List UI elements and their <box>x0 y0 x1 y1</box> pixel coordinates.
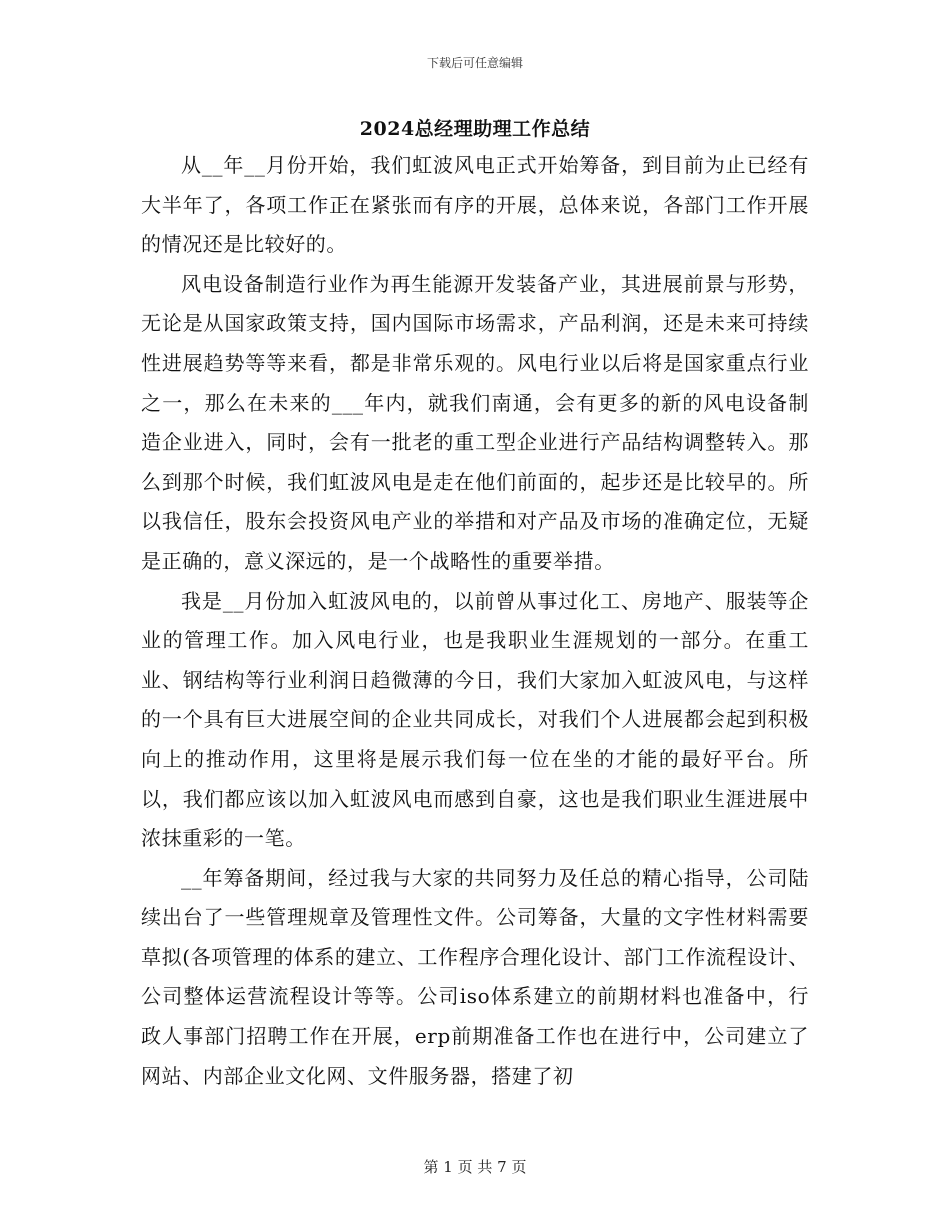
paragraph-4: __年筹备期间，经过我与大家的共同努力及任总的精心指导，公司陆续出台了一些管理规章及管理性文件。公司筹备，大量的文字性材料需要草拟(各项管理的体系的建立、工作程序合理化设计、部门工作流程设计、公司整体运营流程设计等等。公司iso体系建立的前期材料也准备中，行政人事部门招聘工作在开展，erp前期准备工作也在进行中，公司建立了网站、内部企业文化网、文件服务器，搭建了初 <box>141 865 809 1088</box>
paragraph-3: 我是__月份加入虹波风电的，以前曾从事过化工、房地产、服装等企业的管理工作。加入风电行业，也是我职业生涯规划的一部分。在重工业、钢结构等行业利润日趋微薄的今日，我们大家加入虹波风电，与这样的一个具有巨大进展空间的企业共同成长，对我们个人进展都会起到积极向上的推动作用，这里将是展示我们每一位在坐的才能的最好平台。所以，我们都应该以加入虹波风电而感到自豪，这也是我们职业生涯进展中浓抹重彩的一笔。 <box>141 588 809 851</box>
document-title: 2024总经理助理工作总结 <box>359 118 591 140</box>
page-header-note: 下载后可任意编辑 <box>426 56 523 70</box>
document-body <box>141 146 809 1096</box>
paragraph-1: 从__年__月份开始，我们虹波风电正式开始筹备，到目前为止已经有大半年了，各项工作正在紧张而有序的开展，总体来说，各部门工作开展的情况还是比较好的。 <box>141 153 809 257</box>
paragraph-2: 风电设备制造行业作为再生能源开发装备产业，其进展前景与形势，无论是从国家政策支持，国内国际市场需求，产品利润，还是未来可持续性进展趋势等等来看，都是非常乐观的。风电行业以后将是国家重点行业之一，那么在未来的___年内，就我们南通，会有更多的新的风电设备制造企业进入，同时，会有一批老的重工型企业进行产品结构调整转入。那么到那个时候，我们虹波风电是走在他们前面的，起步还是比较早的。所以我信任，股东会投资风电产业的举措和对产品及市场的准确定位，无疑是正确的，意义深远的，是一个战略性的重要举措。 <box>141 271 809 573</box>
page-number-footer: 第 1 页 共 7 页 <box>423 1158 527 1176</box>
